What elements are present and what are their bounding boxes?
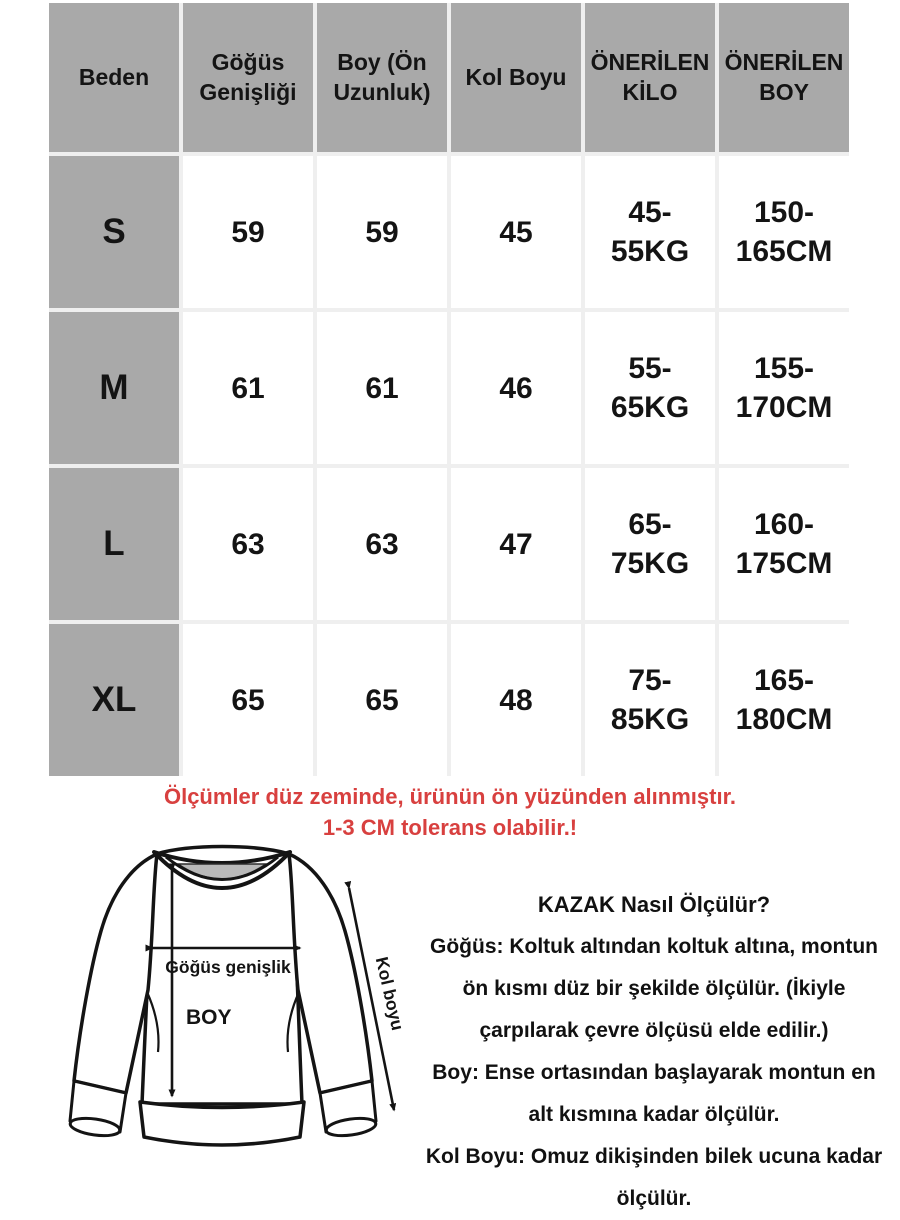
size-label-xl: XL bbox=[49, 624, 179, 776]
table-cell: 150-165CM bbox=[719, 156, 849, 308]
table-cell: 63 bbox=[317, 468, 447, 620]
size-table bbox=[49, 3, 849, 776]
header-recommended-weight: ÖNERİLEN KİLO bbox=[585, 3, 715, 152]
table-cell: 45-55KG bbox=[585, 156, 715, 308]
how-to-length: Boy: Ense ortasından başlayarak montun en alt kısmına kadar ölçülür. bbox=[432, 1061, 876, 1126]
table-cell: 59 bbox=[183, 156, 313, 308]
table-cell: 63 bbox=[183, 468, 313, 620]
table-cell: 61 bbox=[317, 312, 447, 464]
header-recommended-height: ÖNERİLEN BOY bbox=[719, 3, 849, 152]
table-cell: 75-85KG bbox=[585, 624, 715, 776]
table-cell: 55-65KG bbox=[585, 312, 715, 464]
notice-line-2: 1-3 CM tolerans olabilir.! bbox=[322, 815, 578, 840]
chest-width-label: Göğüs genişlik bbox=[165, 957, 291, 977]
how-to-chest: Göğüs: Koltuk altından koltuk altına, montun ön kısmı düz bir şekilde ölçülür. (İkiyle çarpılarak çevre ölçüsü elde edilir.) bbox=[430, 935, 878, 1042]
size-label-m: M bbox=[49, 312, 179, 464]
header-beden: Beden bbox=[49, 3, 179, 152]
table-cell: 61 bbox=[183, 312, 313, 464]
how-to-measure bbox=[420, 884, 888, 1220]
table-cell: 160-175CM bbox=[719, 468, 849, 620]
header-chest-width: Göğüs Genişliği bbox=[183, 3, 313, 152]
table-cell: 48 bbox=[451, 624, 581, 776]
size-label-l: L bbox=[49, 468, 179, 620]
header-sleeve-length: Kol Boyu bbox=[451, 3, 581, 152]
notice-line-1: Ölçümler düz zeminde, ürünün ön yüzünden alınmıştır. bbox=[163, 784, 737, 809]
how-to-sleeve: Kol Boyu: Omuz dikişinden bilek ucuna kadar ölçülür. bbox=[425, 1145, 883, 1210]
table-cell: 45 bbox=[451, 156, 581, 308]
table-cell: 65 bbox=[317, 624, 447, 776]
length-label: BOY bbox=[186, 1006, 232, 1029]
table-cell: 47 bbox=[451, 468, 581, 620]
sleeve-length-label: Kol boyu bbox=[371, 954, 409, 1033]
measurement-notice bbox=[0, 781, 900, 843]
sweater-measurement-diagram bbox=[50, 840, 445, 1175]
sweater-hem bbox=[140, 1102, 304, 1145]
table-cell: 46 bbox=[451, 312, 581, 464]
size-label-s: S bbox=[49, 156, 179, 308]
how-to-title: KAZAK Nasıl Ölçülür? bbox=[537, 892, 771, 917]
header-front-length: Boy (Ön Uzunluk) bbox=[317, 3, 447, 152]
table-cell: 165-180CM bbox=[719, 624, 849, 776]
table-cell: 65-75KG bbox=[585, 468, 715, 620]
table-cell: 65 bbox=[183, 624, 313, 776]
table-cell: 155-170CM bbox=[719, 312, 849, 464]
table-cell: 59 bbox=[317, 156, 447, 308]
